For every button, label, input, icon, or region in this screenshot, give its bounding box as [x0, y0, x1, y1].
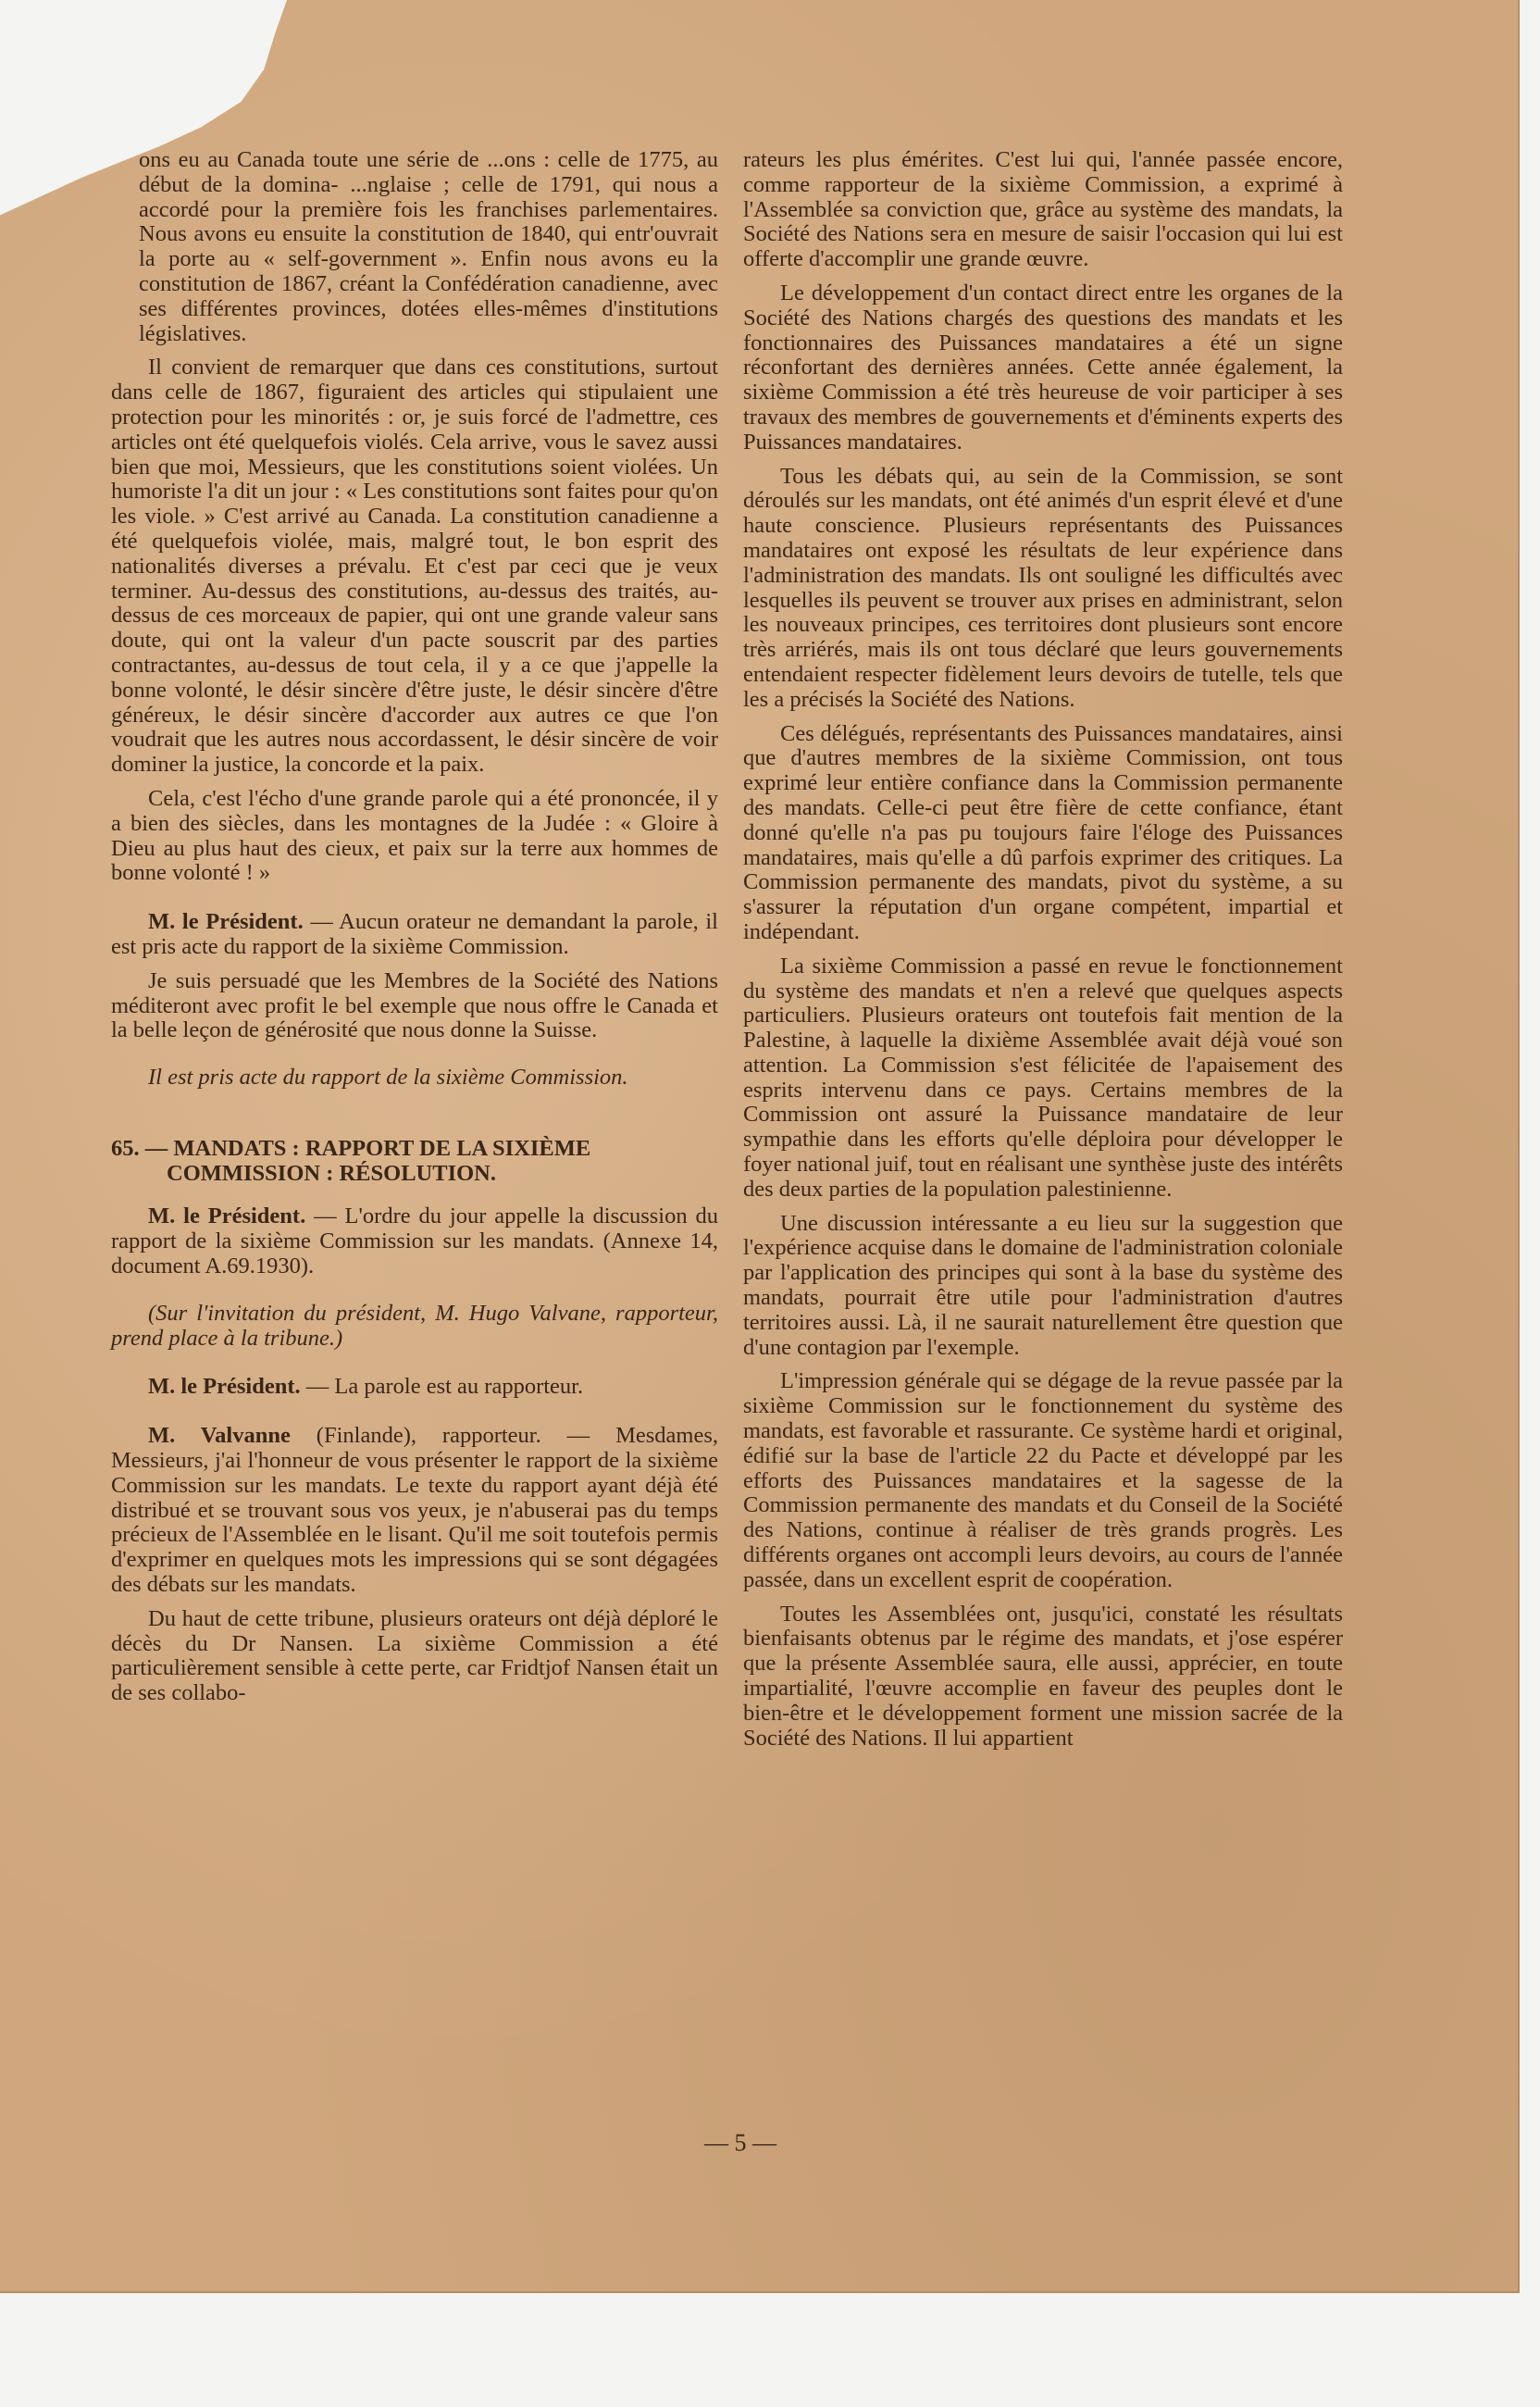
paragraph: rateurs les plus émérites. C'est lui qui, l'année passée encore, comme rapporteur de la sixième Commission, a exprimé à l'Assemblée sa conviction que, grâce au système des mandats, la Société des Nations sera en mesure de saisir l'occasion qui lui est offerte d'accomplir une grande œuvre.	[743, 147, 1343, 272]
paragraph: Cela, c'est l'écho d'une grande parole qui a été prononcée, il y a bien des siècles, dans les montagnes de la Judée : « Gloire à Dieu au plus haut des cieux, et paix sur la terre aux hommes de bonne volonté ! »	[111, 785, 718, 886]
italic-note: (Sur l'invitation du président, M. Hugo Valvane, rapporteur, prend place à la tribune.)	[111, 1300, 718, 1351]
paragraph: Du haut de cette tribune, plusieurs orateurs ont déjà déploré le décès du Dr Nansen. La sixième Commission a été particulièrement sensible à cette perte, car Fridtjof Nansen était un de ses collabo-	[111, 1605, 718, 1706]
paragraph: La sixième Commission a passé en revue le fonctionnement du système des mandats et n'en a relevé que quelques aspects particuliers. Plusieurs orateurs ont toutefois fait mention de la Palestine, à laquelle la dixième Assemblée avait déjà voué son attention. La Commission s'est félicitée de l'apaisement des esprits intervenu dans ce pays. Certains membres de la Commission ont assuré la Puissance mandataire de leur sympathie dans les efforts qu'elle déploira pour développer le foyer national juif, tout en réalisant une synthèse juste des intérêts des deux parties de la population palestinienne.	[743, 953, 1343, 1202]
speech-paragraph	[111, 1375, 718, 1400]
paragraph: Une discussion intéressante a eu lieu sur la suggestion que l'expérience acquise dans le domaine de l'administration coloniale par l'application des principes qui sont à la base du système des mandats, pourrait être utile pour l'administration d'autres territoires aussi. Là, il ne saurait naturellement être question que d'une contagion par l'exemple.	[743, 1210, 1343, 1360]
page-number: — 5 —	[704, 2129, 776, 2156]
paragraph: Ces délégués, représentants des Puissances mandataires, ainsi que d'autres membres de la sixième Commission, ont tous exprimé leur entière confiance dans la Commission permanente des mandats. Celle-ci peut être fière de cette confiance, étant donné qu'elle n'a pas pu toujours faire l'éloge des Puissances mandataires, mais qu'elle a dû parfois exprimer des critiques. La Commission permanente des mandats, pivot du système, a su s'assurer la réputation d'un organe compétent, impartial et indépendant.	[743, 720, 1343, 944]
speech-paragraph	[111, 1204, 718, 1278]
speech-text: — Aucun orateur ne demandant la parole, il est pris acte du rapport de la sixième Commission.	[111, 909, 718, 959]
speaker-name: M. Valvanne	[148, 1423, 291, 1449]
section-heading	[111, 1137, 718, 1187]
left-column	[111, 148, 718, 1715]
speech-text: (Finlande), rapporteur. — Mesdames, Messieurs, j'ai l'honneur de vous présenter le rapport de la sixième Commission sur les mandats. Le texte du rapport ayant déjà été distribué et se trouvant sous vos yeux, je n'abuserai pas du temps précieux de l'Assemblée en le lisant. Qu'il me soit toutefois permis d'exprimer en quelques mots les impressions qui se sont dégagées des débats sur les mandats.	[111, 1423, 718, 1598]
italic-note: Il est pris acte du rapport de la sixième Commission.	[148, 1065, 628, 1091]
heading-line: COMMISSION : RÉSOLUTION.	[167, 1160, 496, 1186]
paragraph: Le développement d'un contact direct entre les organes de la Société des Nations chargés des questions des mandats et les fonctionnaires des Puissances mandataires a été un signe réconfortant des dernières années. Cette année également, la sixième Commission a été très heureuse de voir participer à ses travaux des membres de gouvernements et d'éminents experts des Puissances mandataires.	[743, 280, 1343, 455]
heading-line: 65. — MANDATS : RAPPORT DE LA SIXIÈME	[111, 1135, 591, 1161]
right-column	[743, 148, 1343, 1760]
speech-paragraph	[111, 910, 718, 960]
speech-paragraph	[111, 1424, 718, 1598]
speaker-name: M. le Président.	[148, 909, 304, 935]
paragraph: L'impression générale qui se dégage de la revue passée par la sixième Commission sur le fonctionnement du système des mandats, est favorable et rassurante. Ce système hardi et original, édifié sur la base de l'article 22 du Pacte et développé par les efforts des Puissances mandataires et la sagesse de la Commission permanente des mandats et du Conseil de la Société des Nations, continue à réaliser de très grands progrès. Les différents organes ont accompli leurs devoirs, au cours de l'année passée, dans un excellent esprit de coopération.	[743, 1368, 1343, 1592]
speech-text: — La parole est au rapporteur.	[300, 1374, 584, 1400]
speaker-name: M. le Président.	[148, 1204, 306, 1229]
speech-text: — L'ordre du jour appelle la discussion du rapport de la sixième Commission sur les mandats. (Annexe 14, document A.69.1930).	[111, 1204, 719, 1279]
paragraph: Tous les débats qui, au sein de la Commission, se sont déroulés sur les mandats, ont été animés d'un esprit élevé et d'une haute conscience. Plusieurs représentants des Puissances mandataires ont exposé les résultats de leur expérience dans l'administration des mandats. Ils ont souligné les difficultés avec lesquelles ils peuvent se trouver aux prises en administrant, selon les nouveaux principes, ces territoires dont plusieurs sont encore très arriérés, mais ils ont tous déclaré que leurs gouvernements entendaient respecter fidèlement leurs devoirs de tutelle, tels que les a précisés la Société des Nations.	[743, 463, 1343, 712]
paragraph: Il convient de remarquer que dans ces constitutions, surtout dans celle de 1867, figuraient des articles qui stipulaient une protection pour les minorités : or, je suis forcé de l'admettre, ces articles ont été quelquefois violés. Cela arrive, vous le savez aussi bien que moi, Messieurs, que les constitutions soient violées. Un humoriste l'a dit un jour : « Les constitutions sont faites pour qu'on les viole. » C'est arrivé au Canada. La constitution canadienne a été quelquefois violée, mais, malgré tout, le bon esprit des nationalités diverses a prévalu. Et c'est par ceci que je veux terminer. Au-dessus des constitutions, au-dessus des traités, au-dessus de ces morceaux de papier, qui ont une grande valeur sans doute, qui ont la valeur d'un pacte souscrit par des parties contractantes, au-dessus de tout cela, il y a ce que j'appelle la bonne volonté, le désir sincère d'être juste, le désir sincère d'être généreux, le désir sincère d'accorder aux autres ce que l'on voudrait que les autres nous accordassent, le désir sincère de voir dominer la justice, la concorde et la paix.	[111, 355, 718, 778]
paragraph: Je suis persuadé que les Membres de la Société des Nations méditeront avec profit le bel exemple que nous offre le Canada et la belle leçon de générosité que nous donne la Suisse.	[111, 967, 718, 1043]
speaker-name: M. le Président.	[148, 1374, 301, 1400]
paragraph: Toutes les Assemblées ont, jusqu'ici, constaté les résultats bienfaisants obtenus par le régime des mandats, et j'ose espérer que la présente Assemblée saura, elle aussi, apprécier, en toute impartialité, l'œuvre accomplie en faveur des peuples dont le bien-être et le développement forment une mission sacrée de la Société des Nations. Il lui appartient	[743, 1601, 1343, 1751]
paragraph: ons eu au Canada toute une série de ...ons : celle de 1775, au début de la domina- ...nglaise ; celle de 1791, qui nous a accordé pour la première fois les franchises parlementaires. Nous avons eu ensuite la constitution de 1840, qui entr'ouvrait la porte au « self-government ». Enfin nous avons eu la constitution de 1867, créant la Confédération canadienne, avec ses différentes provinces, dotées elles-mêmes d'institutions législatives.	[139, 147, 718, 346]
